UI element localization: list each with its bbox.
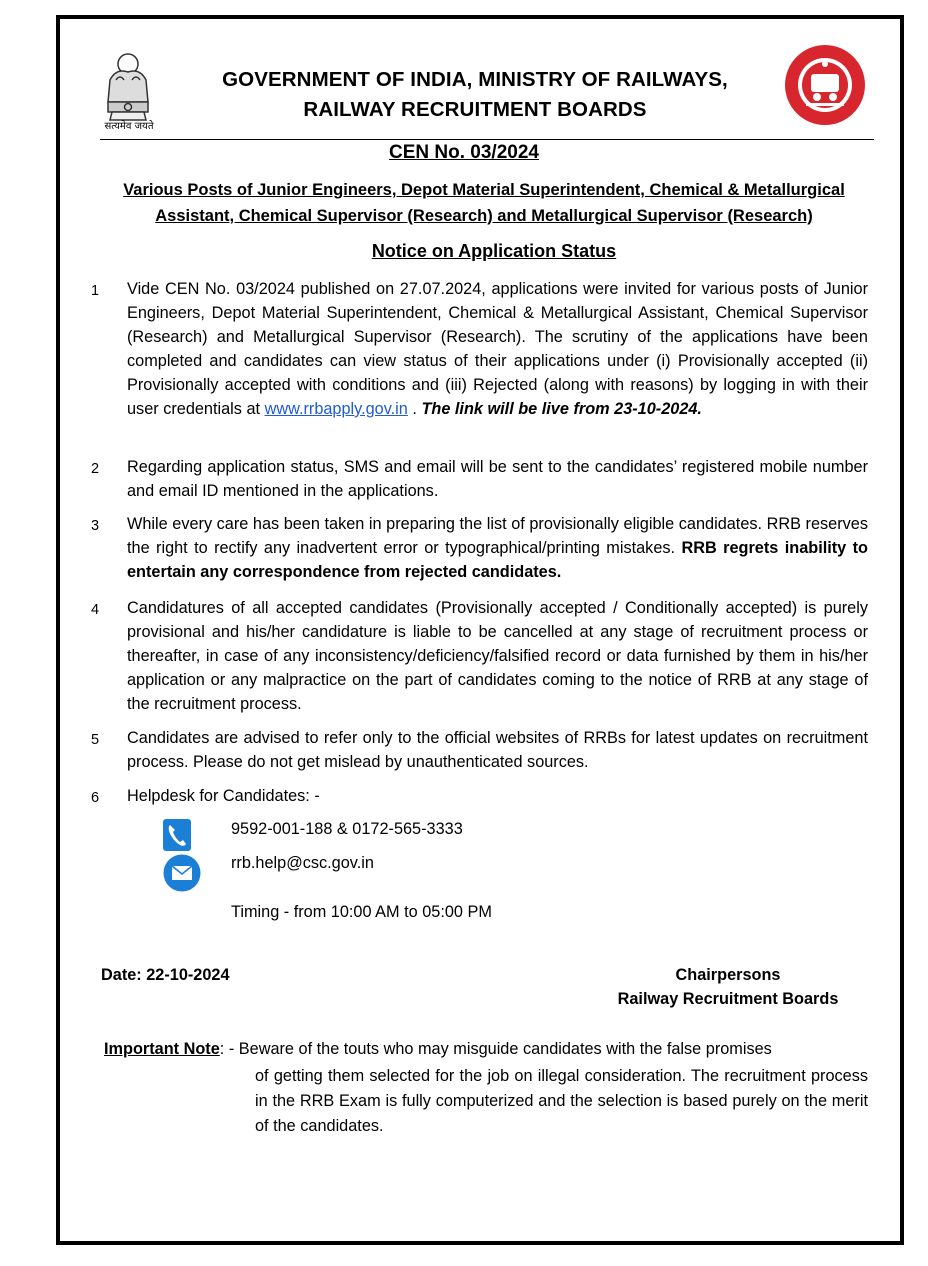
header-divider [100,139,874,140]
paragraph-1 [127,277,868,421]
emblem-motto: सत्यमेव जयते [104,121,154,132]
important-note-sep: : - [219,1040,239,1058]
notice-date: Date: 22-10-2024 [101,966,230,984]
paragraph-2: Regarding application status, SMS and email will be sent to the candidates’ registered mobile number and email ID mentioned in the applications. [127,458,868,500]
paragraph-1-sep: . [407,400,422,418]
helpdesk-timing: Timing - from 10:00 AM to 05:00 PM [231,903,492,921]
header-line-1: GOVERNMENT OF INDIA, MINISTRY OF RAILWAYS, [222,68,728,91]
item-number: 5 [91,732,100,748]
paragraph-1-text: Vide CEN No. 03/2024 published on 27.07.2024, applications were invited for various posts of Junior Engineers, Depot Material Superintendent, Chemical & Metallurgical Assistant, Chemical Supervisor (Research) and Metallurgical Supervisor (Research). The scrutiny of the applications have been completed and candidates can view status of their applications under (i) Provisionally accepted (ii) Provisionally accepted with conditions and (iii) Rejected (along with reasons) by logging in with their user credentials at [127,280,868,418]
signatory-title: Chairpersons [675,966,781,984]
item-number: 4 [91,602,100,618]
header-line-2: RAILWAY RECRUITMENT BOARDS [303,98,647,121]
important-note-line1: Beware of the touts who may misguide candidates with the false promises [238,1040,772,1058]
phone-icon [163,819,191,851]
important-note-first-line [104,1040,868,1059]
cen-number: CEN No. 03/2024 [389,142,539,163]
important-note-label: Important Note [104,1040,220,1058]
email-icon [163,854,201,892]
indian-railways-logo-icon [784,44,866,126]
paragraph-4: Candidatures of all accepted candidates (Provisionally accepted / Conditionally accepted) is purely provisional and his/her candidature is liable to be cancelled at any stage of recruitment process or thereafter, in case of any inconsistency/deficiency/falsified record or data furnished by them in his/her application or any malpractice on the part of candidates coming to the notice of RRB at any stage of the recruitment process. [127,599,868,713]
signatory-org: Railway Recruitment Boards [617,990,839,1008]
item-number: 3 [91,518,100,534]
paragraph-3-bold: RRB regrets inability to entertain any correspondence from rejected candidates. [127,539,868,581]
item-number: 2 [91,461,100,477]
important-note-text: of getting them selected for the job on illegal consideration. The recruitment process in the RRB Exam is fully computerized and the selection is based purely on the merit of the candidates. [255,1067,868,1135]
link-live-notice: The link will be live from 23-10-2024. [421,400,702,418]
item-number: 1 [91,283,100,299]
rrbapply-link[interactable]: www.rrbapply.gov.in [264,400,408,418]
paragraph-3-text: While every care has been taken in preparing the list of provisionally eligible candidates. RRB reserves the right to rectify any inadvertent error or typographical/printing mistakes. [127,515,868,557]
notice-title: Notice on Application Status [371,241,617,261]
helpdesk-email[interactable]: rrb.help@csc.gov.in [231,854,374,872]
paragraph-3 [127,512,868,584]
helpdesk-phone: 9592-001-188 & 0172-565-3333 [231,820,463,838]
paragraph-5: Candidates are advised to refer only to the official websites of RRBs for latest updates on recruitment process. Please do not get mislead by unauthenticated sources. [127,729,868,771]
posts-line-1: Various Posts of Junior Engineers, Depot Material Superintendent, Chemical & Metallurgical [123,181,845,199]
paragraph-6: Helpdesk for Candidates: - [127,787,320,805]
item-number: 6 [91,790,100,806]
posts-line-2: Assistant, Chemical Supervisor (Research) and Metallurgical Supervisor (Research) [155,207,813,225]
